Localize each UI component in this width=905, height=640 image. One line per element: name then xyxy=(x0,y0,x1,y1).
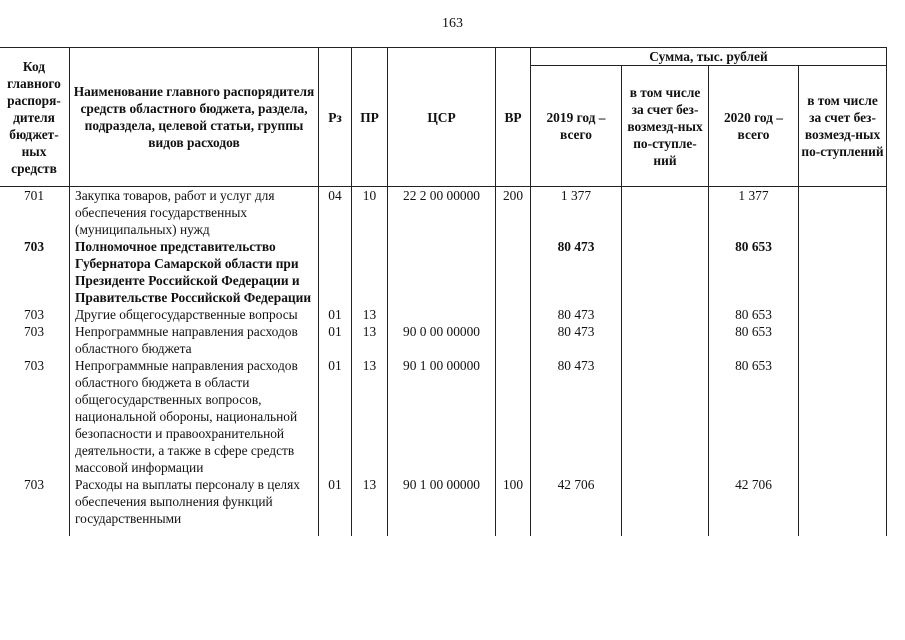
table-row xyxy=(0,476,887,536)
header-code: Код главного распоря-дителя бюджет-ных средств xyxy=(0,48,70,187)
row-2019-total: 80 473 xyxy=(531,357,622,476)
row-vr: 100 xyxy=(496,476,531,536)
row-2020-total: 80 653 xyxy=(709,238,799,306)
row-rz: 01 xyxy=(319,476,352,536)
header-2019-total: 2019 год – всего xyxy=(531,66,622,187)
row-2020-total: 42 706 xyxy=(709,476,799,536)
row-code: 703 xyxy=(0,357,70,476)
row-vr: 200 xyxy=(496,187,531,239)
table-row xyxy=(0,306,887,323)
table-row xyxy=(0,187,887,239)
page-number: 163 xyxy=(442,16,463,31)
row-csr xyxy=(388,306,496,323)
row-rz xyxy=(319,238,352,306)
table-row xyxy=(0,323,887,357)
budget-table xyxy=(0,47,887,536)
row-2020-total: 80 653 xyxy=(709,357,799,476)
row-name: Закупка товаров, работ и услуг для обеспечения государственных (муниципальных) нужд xyxy=(70,187,319,239)
row-vr xyxy=(496,323,531,357)
header-pr: ПР xyxy=(352,48,388,187)
row-name: Расходы на выплаты персоналу в целях обеспечения выполнения функций государственными xyxy=(70,476,319,536)
row-name: Непрограммные направления расходов областного бюджета xyxy=(70,323,319,357)
row-2019-total: 1 377 xyxy=(531,187,622,239)
row-2019-total: 42 706 xyxy=(531,476,622,536)
row-vr xyxy=(496,238,531,306)
row-pr xyxy=(352,238,388,306)
header-2020-total: 2020 год – всего xyxy=(709,66,799,187)
table-header xyxy=(0,48,887,187)
row-2020-free xyxy=(799,187,887,239)
row-name: Непрограммные направления расходов областного бюджета в области общегосударственных вопросов, национальной обороны, национальной безопасности и правоохранительной деятельности, а также в сфере средств массовой информации xyxy=(70,357,319,476)
row-rz: 01 xyxy=(319,323,352,357)
row-2019-free xyxy=(622,476,709,536)
header-rz: Рз xyxy=(319,48,352,187)
row-2019-free xyxy=(622,238,709,306)
row-2019-total: 80 473 xyxy=(531,238,622,306)
header-2019-free: в том числе за счет без-возмезд-ных по-ступле-ний xyxy=(622,66,709,187)
row-2020-total: 80 653 xyxy=(709,306,799,323)
table-row xyxy=(0,238,887,306)
row-2019-total: 80 473 xyxy=(531,323,622,357)
row-pr: 13 xyxy=(352,476,388,536)
row-2019-total: 80 473 xyxy=(531,306,622,323)
header-vr: ВР xyxy=(496,48,531,187)
row-csr: 22 2 00 00000 xyxy=(388,187,496,239)
row-name: Полномочное представительство Губернатора Самарской области при Президенте Российской Федерации и Правительстве Российской Федерации xyxy=(70,238,319,306)
row-code: 703 xyxy=(0,476,70,536)
row-pr: 10 xyxy=(352,187,388,239)
row-pr: 13 xyxy=(352,323,388,357)
row-csr xyxy=(388,238,496,306)
header-name: Наименование главного распорядителя средств областного бюджета, раздела, подраздела, целевой статьи, группы видов расходов xyxy=(70,48,319,187)
row-2020-free xyxy=(799,476,887,536)
row-2019-free xyxy=(622,323,709,357)
row-vr xyxy=(496,306,531,323)
row-csr: 90 1 00 00000 xyxy=(388,476,496,536)
row-vr xyxy=(496,357,531,476)
row-2019-free xyxy=(622,357,709,476)
row-csr: 90 1 00 00000 xyxy=(388,357,496,476)
header-csr: ЦСР xyxy=(388,48,496,187)
row-2020-total: 80 653 xyxy=(709,323,799,357)
row-rz: 01 xyxy=(319,357,352,476)
row-code: 703 xyxy=(0,323,70,357)
row-rz: 01 xyxy=(319,306,352,323)
row-2020-total: 1 377 xyxy=(709,187,799,239)
row-rz: 04 xyxy=(319,187,352,239)
row-pr: 13 xyxy=(352,306,388,323)
row-2020-free xyxy=(799,323,887,357)
row-2020-free xyxy=(799,357,887,476)
row-code: 703 xyxy=(0,306,70,323)
row-2020-free xyxy=(799,238,887,306)
row-2019-free xyxy=(622,187,709,239)
row-2020-free xyxy=(799,306,887,323)
row-code: 701 xyxy=(0,187,70,239)
row-code: 703 xyxy=(0,238,70,306)
row-pr: 13 xyxy=(352,357,388,476)
header-sum-group: Сумма, тыс. рублей xyxy=(531,48,887,66)
row-2019-free xyxy=(622,306,709,323)
header-2020-free: в том числе за счет без-возмезд-ных по-ступлений xyxy=(799,66,887,187)
row-name: Другие общегосударственные вопросы xyxy=(70,306,319,323)
row-csr: 90 0 00 00000 xyxy=(388,323,496,357)
table-row xyxy=(0,357,887,476)
